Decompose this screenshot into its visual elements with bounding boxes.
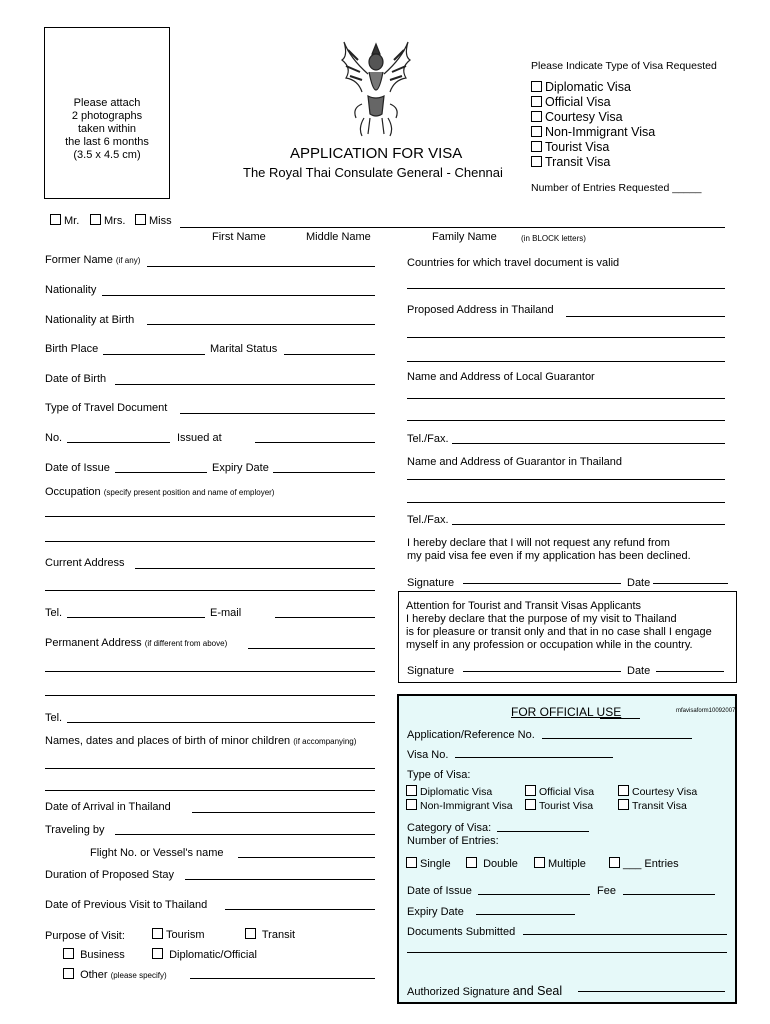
- expiry-date-field[interactable]: [273, 472, 375, 473]
- official-date-issue-field[interactable]: [478, 894, 590, 895]
- checkbox[interactable]: [531, 81, 542, 92]
- former-name-field[interactable]: [147, 266, 375, 267]
- checkbox[interactable]: [534, 857, 545, 868]
- attention-text: myself in any profession or occupation while in the country.: [406, 639, 693, 651]
- date-of-issue-field[interactable]: [115, 472, 207, 473]
- attention-text: Attention for Tourist and Transit Visas Applicants: [406, 600, 642, 612]
- fee-field[interactable]: [623, 894, 715, 895]
- checkbox[interactable]: [50, 214, 61, 225]
- checkbox[interactable]: [245, 928, 256, 939]
- name-line[interactable]: [180, 227, 725, 228]
- signature-label: Signature: [407, 577, 455, 589]
- entries-multiple[interactable]: Multiple: [534, 857, 586, 870]
- permanent-address-line[interactable]: [45, 695, 375, 696]
- traveling-by-label: Traveling by: [45, 824, 105, 836]
- tel2-label: Tel.: [45, 712, 63, 724]
- visa-no-label: Visa No.: [407, 749, 449, 761]
- category-label: Category of Visa:: [407, 822, 492, 834]
- telfax2-field[interactable]: [452, 524, 725, 525]
- date-label: Date: [627, 577, 651, 589]
- signature2-label: Signature: [407, 665, 455, 677]
- checkbox[interactable]: [406, 799, 417, 810]
- dob-label: Date of Birth: [45, 373, 107, 385]
- entries-requested-field[interactable]: Number of Entries Requested _____: [531, 182, 702, 194]
- checkbox[interactable]: [152, 948, 163, 959]
- former-name-label: Former Name (if any): [45, 254, 141, 266]
- email-field[interactable]: [275, 617, 375, 618]
- visa-type-heading: Please Indicate Type of Visa Requested: [531, 60, 717, 72]
- checkbox[interactable]: [531, 126, 542, 137]
- flight-no-field[interactable]: [238, 857, 375, 858]
- documents-submitted-field[interactable]: [523, 934, 727, 935]
- checkbox[interactable]: [406, 857, 417, 868]
- local-guarantor-line[interactable]: [407, 420, 725, 421]
- doc-no-field[interactable]: [67, 442, 170, 443]
- official-title-underline: [600, 718, 640, 719]
- date-field[interactable]: [653, 583, 728, 584]
- garuda-emblem-icon: [338, 38, 414, 138]
- nationality-at-birth-field[interactable]: [147, 324, 375, 325]
- current-address-field[interactable]: [135, 568, 375, 569]
- title-mr[interactable]: Mr.: [50, 214, 79, 227]
- form-code: mfavisaform10092007: [676, 708, 736, 714]
- telfax2-label: Tel./Fax.: [407, 514, 449, 526]
- checkbox[interactable]: [466, 857, 477, 868]
- official-type-courtesy[interactable]: Courtesy Visa: [618, 785, 697, 798]
- purpose-business[interactable]: Business: [63, 948, 125, 961]
- form-title: APPLICATION FOR VISA: [290, 145, 463, 162]
- refund-declaration: I hereby declare that I will not request any refund from: [407, 537, 670, 549]
- official-expiry-field[interactable]: [476, 914, 575, 915]
- visa-no-field[interactable]: [455, 757, 613, 758]
- checkbox[interactable]: [531, 141, 542, 152]
- first-name-label: First Name: [212, 231, 266, 243]
- official-use-title: FOR OFFICIAL USE: [511, 705, 622, 719]
- entries-double[interactable]: Double: [466, 857, 518, 870]
- telfax1-label: Tel./Fax.: [407, 433, 449, 445]
- proposed-address-line[interactable]: [407, 361, 725, 362]
- birth-place-label: Birth Place: [45, 343, 99, 355]
- purpose-transit[interactable]: Transit: [245, 928, 295, 941]
- tel-label: Tel.: [45, 607, 63, 619]
- occupation-label: Occupation (specify present position and name of employer): [45, 486, 275, 498]
- birth-place-field[interactable]: [103, 354, 205, 355]
- nationality-field[interactable]: [102, 295, 375, 296]
- proposed-address-field[interactable]: [566, 316, 725, 317]
- documents-submitted-label: Documents Submitted: [407, 926, 516, 938]
- purpose-diplomatic[interactable]: Diplomatic/Official: [152, 948, 257, 961]
- visa-option-transit[interactable]: Transit Visa: [531, 155, 610, 169]
- checkbox[interactable]: [63, 968, 74, 979]
- official-type-official[interactable]: Official Visa: [525, 785, 594, 798]
- checkbox[interactable]: [63, 948, 74, 959]
- thai-guarantor-label: Name and Address of Guarantor in Thailand: [407, 456, 623, 468]
- signature-field[interactable]: [463, 583, 621, 584]
- purpose-tourism[interactable]: Tourism: [152, 928, 205, 941]
- official-type-diplomatic[interactable]: Diplomatic Visa: [406, 785, 492, 798]
- previous-visit-label: Date of Previous Visit to Thailand: [45, 899, 208, 911]
- photo-box: [44, 27, 170, 199]
- photo-instruction-line: (3.5 x 4.5 cm): [73, 149, 141, 161]
- checkbox[interactable]: [609, 857, 620, 868]
- authorized-signature-label: Authorized Signature and Seal: [407, 984, 563, 998]
- official-expiry-label: Expiry Date: [407, 906, 464, 918]
- official-type-tourist[interactable]: Tourist Visa: [525, 799, 593, 812]
- marital-status-label: Marital Status: [210, 343, 278, 355]
- checkbox[interactable]: [531, 111, 542, 122]
- current-address-line[interactable]: [45, 590, 375, 591]
- app-ref-label: Application/Reference No.: [407, 729, 535, 741]
- nationality-label: Nationality: [45, 284, 97, 296]
- photo-instruction-line: Please attach: [73, 97, 141, 109]
- attention-text: is for pleasure or transit only and that in no case shall I engage: [406, 626, 712, 638]
- checkbox[interactable]: [618, 785, 629, 796]
- checkbox[interactable]: [90, 214, 101, 225]
- visa-option-courtesy[interactable]: Courtesy Visa: [531, 110, 623, 124]
- local-guarantor-label: Name and Address of Local Guarantor: [407, 371, 595, 383]
- visa-option-non-immigrant[interactable]: Non-Immigrant Visa: [531, 125, 655, 139]
- refund-declaration: my paid visa fee even if my application has been declined.: [407, 550, 691, 562]
- category-field[interactable]: [497, 831, 589, 832]
- duration-field[interactable]: [185, 879, 375, 880]
- family-name-label: Family Name: [432, 231, 497, 243]
- authorized-signature-field[interactable]: [578, 991, 725, 992]
- fee-label: Fee: [597, 885, 616, 897]
- local-guarantor-line[interactable]: [407, 398, 725, 399]
- tel2-field[interactable]: [67, 722, 375, 723]
- email-label: E-mail: [210, 607, 242, 619]
- issued-at-field[interactable]: [255, 442, 375, 443]
- arrival-date-label: Date of Arrival in Thailand: [45, 801, 171, 813]
- arrival-date-field[interactable]: [192, 812, 375, 813]
- permanent-address-line[interactable]: [45, 671, 375, 672]
- occupation-line[interactable]: [45, 541, 375, 542]
- countries-valid-field[interactable]: [407, 288, 725, 289]
- official-type-transit[interactable]: Transit Visa: [618, 799, 687, 812]
- type-of-visa-label: Type of Visa:: [407, 769, 471, 781]
- thai-guarantor-line[interactable]: [407, 502, 725, 503]
- occupation-line[interactable]: [45, 516, 375, 517]
- purpose-other[interactable]: Other (please specify): [63, 968, 167, 981]
- thai-guarantor-line[interactable]: [407, 479, 725, 480]
- signature2-field[interactable]: [463, 671, 621, 672]
- proposed-address-line[interactable]: [407, 337, 725, 338]
- entries-single[interactable]: Single: [406, 857, 451, 870]
- date-of-issue-label: Date of Issue: [45, 462, 110, 474]
- official-date-issue-label: Date of Issue: [407, 885, 472, 897]
- checkbox[interactable]: [618, 799, 629, 810]
- minor-children-line[interactable]: [45, 790, 375, 791]
- entries-custom[interactable]: ___ Entries: [609, 857, 679, 870]
- date2-label: Date: [627, 665, 651, 677]
- traveling-by-field[interactable]: [115, 834, 375, 835]
- permanent-address-field[interactable]: [248, 648, 375, 649]
- current-address-label: Current Address: [45, 557, 125, 569]
- checkbox[interactable]: [525, 785, 536, 796]
- visa-option-official[interactable]: Official Visa: [531, 95, 611, 109]
- visa-option-diplomatic[interactable]: Diplomatic Visa: [531, 80, 631, 94]
- expiry-date-label: Expiry Date: [212, 462, 269, 474]
- checkbox[interactable]: [152, 928, 163, 939]
- app-ref-field[interactable]: [542, 738, 692, 739]
- tel-field[interactable]: [67, 617, 205, 618]
- minor-children-label: Names, dates and places of birth of minor children (if accompanying): [45, 735, 357, 747]
- purpose-other-field[interactable]: [190, 978, 375, 979]
- date2-field[interactable]: [656, 671, 724, 672]
- title-mrs[interactable]: Mrs.: [90, 214, 125, 227]
- travel-doc-label: Type of Travel Document: [45, 402, 168, 414]
- duration-label: Duration of Proposed Stay: [45, 869, 175, 881]
- previous-visit-field[interactable]: [225, 909, 375, 910]
- permanent-address-label: Permanent Address (if different from above): [45, 637, 228, 649]
- title-miss[interactable]: Miss: [135, 214, 172, 227]
- doc-no-label: No.: [45, 432, 63, 444]
- flight-no-label: Flight No. or Vessel's name: [90, 847, 224, 859]
- checkbox[interactable]: [531, 156, 542, 167]
- telfax1-field[interactable]: [452, 443, 725, 444]
- dob-field[interactable]: [115, 384, 375, 385]
- purpose-label: Purpose of Visit:: [45, 930, 125, 942]
- checkbox[interactable]: [525, 799, 536, 810]
- documents-submitted-line[interactable]: [407, 952, 727, 953]
- checkbox[interactable]: [531, 96, 542, 107]
- attention-text: I hereby declare that the purpose of my visit to Thailand: [406, 613, 677, 625]
- checkbox[interactable]: [406, 785, 417, 796]
- block-letters-note: (in BLOCK letters): [521, 234, 586, 243]
- photo-instruction-line: the last 6 months: [65, 136, 149, 148]
- countries-valid-label: Countries for which travel document is valid: [407, 257, 620, 269]
- photo-instruction-line: 2 photographs: [71, 110, 143, 122]
- photo-instruction-line: taken within: [77, 123, 137, 135]
- visa-option-tourist[interactable]: Tourist Visa: [531, 140, 609, 154]
- issued-at-label: Issued at: [177, 432, 222, 444]
- proposed-address-label: Proposed Address in Thailand: [407, 304, 554, 316]
- travel-doc-field[interactable]: [180, 413, 375, 414]
- minor-children-line[interactable]: [45, 768, 375, 769]
- middle-name-label: Middle Name: [306, 231, 371, 243]
- num-entries-label: Number of Entries:: [407, 835, 499, 847]
- consulate-name: The Royal Thai Consulate General - Chennai: [243, 165, 503, 180]
- nationality-at-birth-label: Nationality at Birth: [45, 314, 135, 326]
- checkbox[interactable]: [135, 214, 146, 225]
- marital-status-field[interactable]: [284, 354, 375, 355]
- official-type-non-immigrant[interactable]: Non-Immigrant Visa: [406, 799, 513, 812]
